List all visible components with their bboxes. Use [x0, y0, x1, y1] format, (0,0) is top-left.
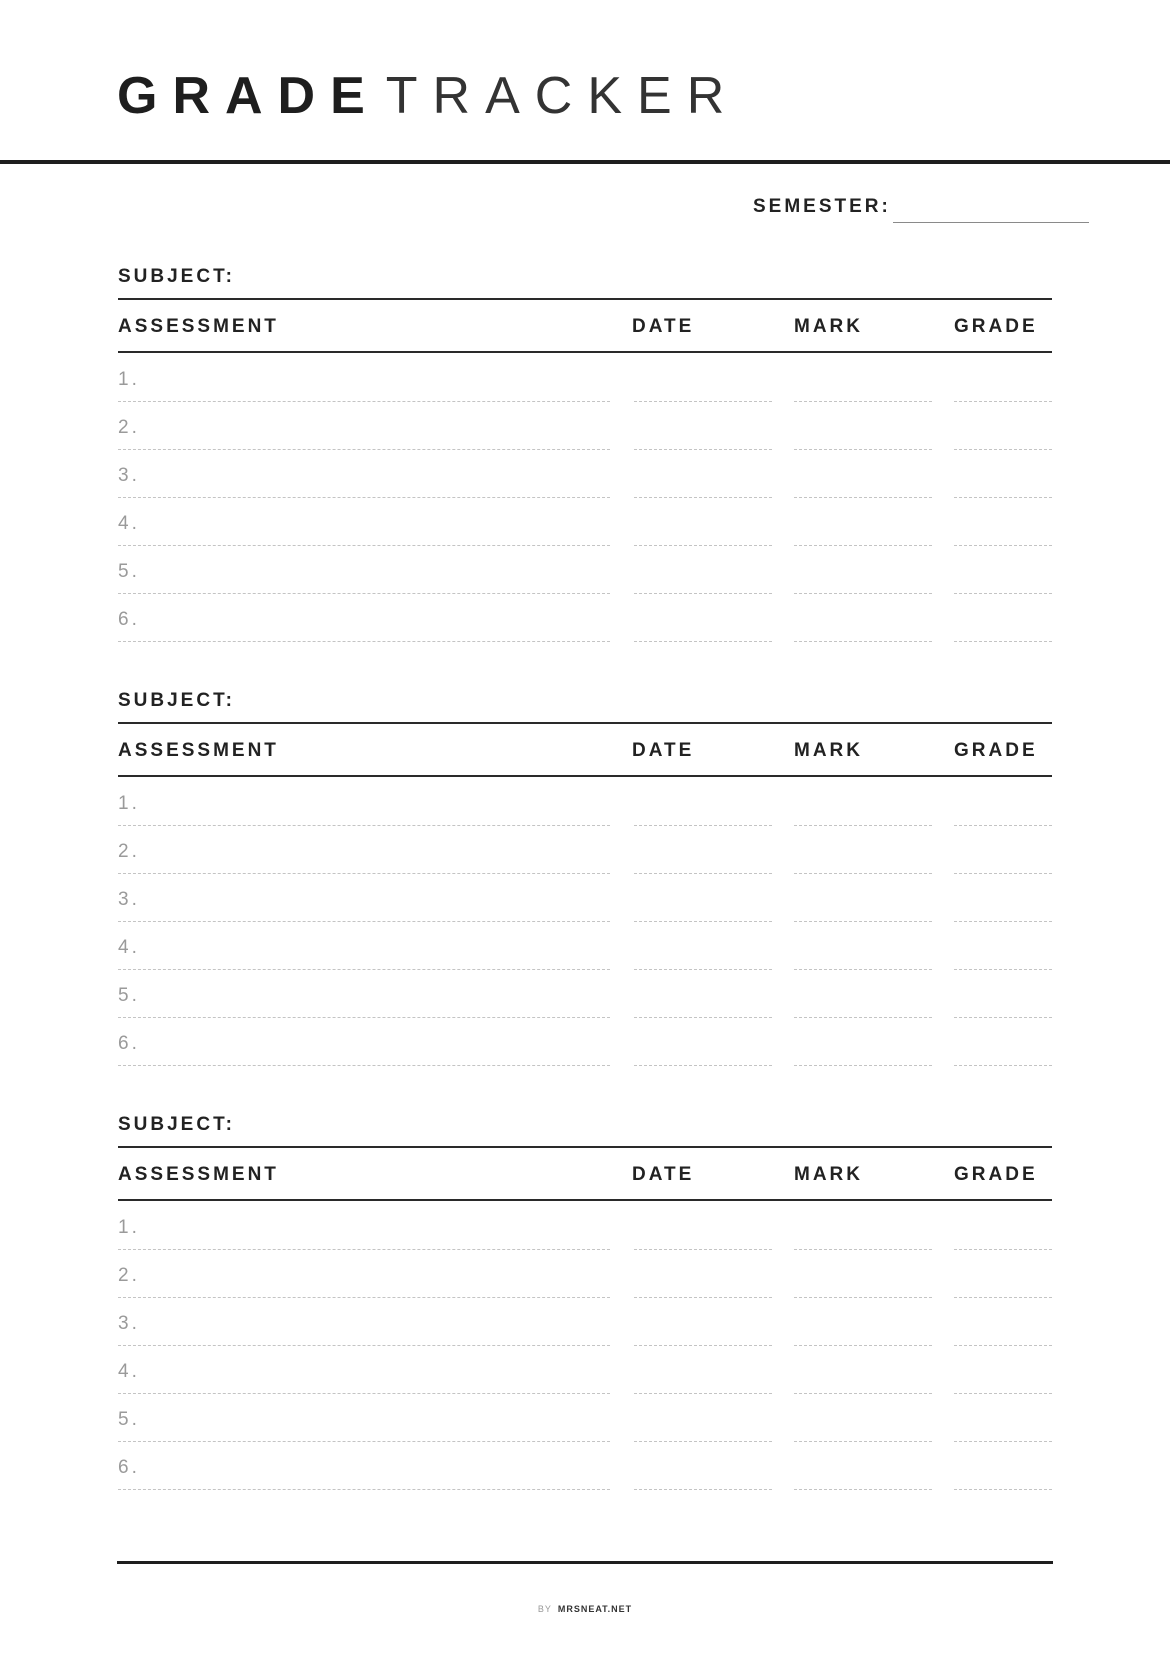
grade-header: GRADE [954, 1164, 1038, 1185]
grade-line[interactable] [954, 1441, 1052, 1442]
table-row[interactable] [118, 1205, 1052, 1253]
grade-line[interactable] [954, 401, 1052, 402]
table-row[interactable] [118, 829, 1052, 877]
header-divider-line [118, 775, 1052, 777]
assessment-line[interactable] [118, 1393, 610, 1394]
mark-header: MARK [794, 316, 863, 337]
table-row[interactable] [118, 925, 1052, 973]
date-line[interactable] [634, 545, 772, 546]
row-number: 1. [118, 369, 140, 390]
table-row[interactable] [118, 1445, 1052, 1493]
subject-label: SUBJECT: [118, 690, 235, 711]
table-row[interactable] [118, 501, 1052, 549]
assessment-line[interactable] [118, 1249, 610, 1250]
table-row[interactable] [118, 1253, 1052, 1301]
row-number: 3. [118, 1313, 140, 1334]
subject-label: SUBJECT: [118, 266, 235, 287]
row-number: 5. [118, 1409, 140, 1430]
grade-header: GRADE [954, 740, 1038, 761]
grade-line[interactable] [954, 873, 1052, 874]
table-row[interactable] [118, 1397, 1052, 1445]
date-line[interactable] [634, 1249, 772, 1250]
mark-line[interactable] [794, 1441, 932, 1442]
grade-line[interactable] [954, 1065, 1052, 1066]
assessment-line[interactable] [118, 593, 610, 594]
date-line[interactable] [634, 1345, 772, 1346]
mark-line[interactable] [794, 1065, 932, 1066]
assessment-line[interactable] [118, 1297, 610, 1298]
mark-line[interactable] [794, 545, 932, 546]
mark-line[interactable] [794, 449, 932, 450]
date-line[interactable] [634, 873, 772, 874]
mark-line[interactable] [794, 921, 932, 922]
row-number: 1. [118, 793, 140, 814]
date-line[interactable] [634, 1489, 772, 1490]
date-header: DATE [632, 1164, 695, 1185]
date-header: DATE [632, 740, 695, 761]
assessment-line[interactable] [118, 545, 610, 546]
assessment-line[interactable] [118, 1017, 610, 1018]
table-row[interactable] [118, 1301, 1052, 1349]
subject-label: SUBJECT: [118, 1114, 235, 1135]
date-line[interactable] [634, 449, 772, 450]
grade-line[interactable] [954, 921, 1052, 922]
grade-line[interactable] [954, 641, 1052, 642]
footer-by: BY [537, 1604, 552, 1614]
assessment-line[interactable] [118, 1345, 610, 1346]
grade-line[interactable] [954, 1249, 1052, 1250]
header-divider-line [118, 351, 1052, 353]
row-number: 4. [118, 937, 140, 958]
mark-line[interactable] [794, 593, 932, 594]
assessment-line[interactable] [118, 825, 610, 826]
row-number: 4. [118, 513, 140, 534]
mark-header: MARK [794, 740, 863, 761]
date-line[interactable] [634, 825, 772, 826]
table-row[interactable] [118, 877, 1052, 925]
row-number: 2. [118, 1265, 140, 1286]
footer-site: MRSNEAT.NET [557, 1604, 633, 1614]
subject-divider [118, 722, 1052, 724]
mark-line[interactable] [794, 497, 932, 498]
grade-line[interactable] [954, 497, 1052, 498]
title-bold: GRADE [117, 67, 380, 125]
grade-line[interactable] [954, 825, 1052, 826]
row-number: 1. [118, 1217, 140, 1238]
mark-line[interactable] [794, 1249, 932, 1250]
assessment-line[interactable] [118, 1441, 610, 1442]
mark-line[interactable] [794, 825, 932, 826]
subject-divider [118, 298, 1052, 300]
mark-line[interactable] [794, 873, 932, 874]
mark-line[interactable] [794, 641, 932, 642]
assessment-line[interactable] [118, 921, 610, 922]
semester-field [753, 196, 1089, 218]
date-line[interactable] [634, 1393, 772, 1394]
table-row[interactable] [118, 973, 1052, 1021]
mark-line[interactable] [794, 401, 932, 402]
grade-line[interactable] [954, 1489, 1052, 1490]
table-row[interactable] [118, 453, 1052, 501]
title-light: TRACKER [385, 67, 740, 125]
date-line[interactable] [634, 1441, 772, 1442]
header-divider [0, 160, 1170, 164]
grade-line[interactable] [954, 1297, 1052, 1298]
date-line[interactable] [634, 593, 772, 594]
row-number: 6. [118, 1457, 140, 1478]
assessment-line[interactable] [118, 873, 610, 874]
row-number: 3. [118, 465, 140, 486]
grade-line[interactable] [954, 1393, 1052, 1394]
row-number: 4. [118, 1361, 140, 1382]
row-number: 5. [118, 561, 140, 582]
assessment-line[interactable] [118, 1489, 610, 1490]
table-row[interactable] [118, 781, 1052, 829]
assessment-header: ASSESSMENT [118, 1164, 279, 1185]
date-line[interactable] [634, 641, 772, 642]
assessment-line[interactable] [118, 449, 610, 450]
row-number: 6. [118, 1033, 140, 1054]
assessment-header: ASSESSMENT [118, 316, 279, 337]
date-line[interactable] [634, 969, 772, 970]
table-row[interactable] [118, 549, 1052, 597]
assessment-line[interactable] [118, 1065, 610, 1066]
date-line[interactable] [634, 497, 772, 498]
mark-line[interactable] [794, 1297, 932, 1298]
assessment-line[interactable] [118, 497, 610, 498]
grade-header: GRADE [954, 316, 1038, 337]
grade-line[interactable] [954, 593, 1052, 594]
row-number: 6. [118, 609, 140, 630]
mark-header: MARK [794, 1164, 863, 1185]
subject-divider [118, 1146, 1052, 1148]
table-row[interactable] [118, 1349, 1052, 1397]
date-line[interactable] [634, 1065, 772, 1066]
date-line[interactable] [634, 1017, 772, 1018]
mark-line[interactable] [794, 1345, 932, 1346]
table-row[interactable] [118, 405, 1052, 453]
page-title [117, 67, 740, 125]
row-number: 2. [118, 417, 140, 438]
assessment-line[interactable] [118, 641, 610, 642]
grade-line[interactable] [954, 969, 1052, 970]
semester-input-line[interactable] [893, 222, 1089, 223]
row-number: 5. [118, 985, 140, 1006]
grade-line[interactable] [954, 545, 1052, 546]
date-header: DATE [632, 316, 695, 337]
date-line[interactable] [634, 401, 772, 402]
semester-label: SEMESTER: [753, 196, 891, 217]
assessment-line[interactable] [118, 401, 610, 402]
grade-line[interactable] [954, 1017, 1052, 1018]
mark-line[interactable] [794, 1393, 932, 1394]
footer-credit [0, 1604, 1170, 1614]
grade-line[interactable] [954, 449, 1052, 450]
date-line[interactable] [634, 1297, 772, 1298]
assessment-line[interactable] [118, 969, 610, 970]
row-number: 2. [118, 841, 140, 862]
mark-line[interactable] [794, 1017, 932, 1018]
grade-line[interactable] [954, 1345, 1052, 1346]
mark-line[interactable] [794, 969, 932, 970]
assessment-header: ASSESSMENT [118, 740, 279, 761]
table-row[interactable] [118, 597, 1052, 645]
mark-line[interactable] [794, 1489, 932, 1490]
table-row[interactable] [118, 357, 1052, 405]
table-row[interactable] [118, 1021, 1052, 1069]
header-divider-line [118, 1199, 1052, 1201]
footer-divider [117, 1561, 1053, 1564]
date-line[interactable] [634, 921, 772, 922]
row-number: 3. [118, 889, 140, 910]
